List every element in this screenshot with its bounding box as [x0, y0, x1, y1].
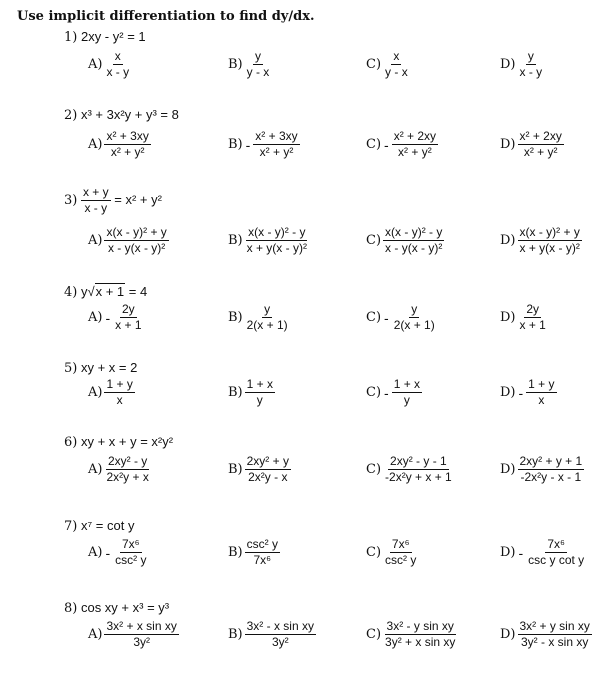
numerator: x	[393, 49, 400, 63]
numerator: 1 + x	[246, 377, 273, 391]
fraction	[383, 226, 444, 255]
denominator: 2x²y + x	[106, 470, 149, 484]
choice-label: B)	[228, 310, 243, 325]
question-equation: x³ + 3x²y + y³ = 8	[80, 107, 179, 122]
choice-label: C)	[366, 137, 382, 152]
numerator: y	[264, 302, 271, 316]
numerator: csc² y	[246, 537, 278, 551]
q5-choice-c[interactable]	[366, 378, 422, 407]
q4-choice-b[interactable]	[228, 303, 290, 332]
denominator: -2x²y - x - 1	[520, 470, 582, 484]
numerator: 7x⁶	[547, 537, 565, 551]
choice-label: B)	[228, 627, 243, 642]
choice-label: C)	[366, 57, 382, 72]
choice-label: C)	[366, 310, 382, 325]
q2-choice-c[interactable]	[366, 130, 438, 159]
denominator: x² + y²	[259, 145, 294, 159]
minus-sign: -	[384, 309, 389, 326]
numerator: x² + 3xy	[106, 129, 149, 143]
q6-choice-c[interactable]	[366, 455, 454, 484]
numerator: 3x² - y sin xy	[386, 619, 454, 633]
fraction	[392, 303, 437, 332]
fraction	[253, 130, 299, 159]
fraction	[104, 620, 178, 649]
q3-choice-b[interactable]	[228, 226, 309, 255]
numerator: 7x⁶	[391, 537, 410, 551]
numerator: 2y	[121, 302, 135, 316]
fraction	[383, 455, 454, 484]
fraction	[81, 186, 111, 215]
q8-choice-b[interactable]	[228, 620, 316, 649]
q8-choice-d[interactable]	[500, 620, 592, 649]
numerator: x	[114, 49, 121, 63]
choice-label: B)	[228, 545, 243, 560]
denominator: x	[538, 393, 545, 407]
choice-label: A)	[88, 310, 103, 325]
q8-choice-c[interactable]	[366, 620, 457, 649]
denominator: 2x²y - x	[248, 470, 288, 484]
q7-choice-c[interactable]	[366, 538, 418, 567]
denominator: y	[403, 393, 410, 407]
question-number: 2)	[64, 108, 78, 123]
q7-choice-d[interactable]	[500, 538, 586, 567]
q7-choice-a[interactable]	[88, 538, 148, 567]
q2-choice-d[interactable]	[500, 130, 564, 159]
numerator: 3x² + y sin xy	[519, 619, 590, 633]
minus-sign: -	[518, 544, 524, 561]
numerator: 2xy² - y - 1	[390, 454, 447, 468]
numerator: 3x² - x sin xy	[246, 619, 314, 633]
fraction	[245, 455, 291, 484]
q1-choice-b[interactable]	[228, 50, 271, 79]
denominator: x - y	[106, 65, 130, 79]
question-number: 6)	[64, 435, 78, 450]
q4-choice-a[interactable]	[88, 303, 144, 332]
numerator: y	[411, 302, 418, 316]
minus-sign: -	[384, 136, 389, 153]
choice-label: A)	[88, 233, 103, 248]
numerator: 1 + x	[393, 377, 421, 391]
fraction	[383, 538, 418, 567]
fraction	[245, 303, 290, 332]
q5-choice-a[interactable]	[88, 378, 135, 407]
numerator: 2y	[526, 302, 540, 316]
denominator: y - x	[246, 65, 270, 79]
question-3	[64, 186, 162, 215]
q3-choice-a[interactable]	[88, 226, 169, 255]
fraction	[518, 226, 582, 255]
choice-label: D)	[500, 57, 516, 72]
choice-label: A)	[88, 137, 103, 152]
fraction	[104, 50, 131, 79]
numerator: 1 + y	[528, 377, 555, 391]
denominator: x² + y²	[398, 145, 432, 159]
denominator: x - y	[519, 65, 543, 79]
q6-choice-a[interactable]	[88, 455, 151, 484]
fraction	[104, 455, 150, 484]
denominator: x - y	[84, 201, 108, 215]
q1-choice-a[interactable]	[88, 50, 131, 79]
question-rhs: = x² + y²	[114, 191, 162, 207]
denominator: 3y² - x sin xy	[521, 635, 589, 649]
fraction	[526, 378, 556, 407]
denominator: 2(x + 1)	[246, 318, 288, 332]
q3-choice-d[interactable]	[500, 226, 582, 255]
question-8	[64, 600, 169, 616]
q4-choice-d[interactable]	[500, 303, 548, 332]
fraction	[383, 50, 410, 79]
numerator: 3x² + x sin xy	[106, 619, 177, 633]
denominator: 3y² + x sin xy	[385, 635, 456, 649]
numerator: x² + 2xy	[393, 129, 437, 143]
question-2	[64, 107, 179, 123]
question-rhs: = 4	[125, 284, 148, 299]
question-equation: x⁷ = cot y	[80, 518, 135, 533]
fraction	[245, 50, 272, 79]
fraction	[518, 303, 548, 332]
q7-choice-b[interactable]	[228, 538, 280, 567]
fraction	[383, 620, 457, 649]
minus-sign: -	[518, 384, 524, 401]
choice-label: C)	[366, 385, 382, 400]
numerator: y	[254, 49, 261, 63]
fraction	[518, 130, 564, 159]
denominator: 2(x + 1)	[393, 318, 435, 332]
denominator: 7x⁶	[253, 553, 272, 567]
fraction	[392, 378, 422, 407]
fraction	[526, 538, 586, 567]
choice-label: D)	[500, 310, 516, 325]
minus-sign: -	[384, 384, 389, 401]
denominator: csc² y	[115, 553, 147, 567]
radicand: x + 1	[95, 284, 125, 299]
fraction	[113, 303, 143, 332]
fraction	[245, 378, 275, 407]
denominator: x + 1	[115, 318, 142, 332]
numerator: x(x - y)² + y	[519, 225, 580, 239]
choice-label: A)	[88, 385, 103, 400]
question-lhs: y	[80, 284, 88, 299]
numerator: 2xy² - y	[107, 454, 148, 468]
question-equation: xy + x = 2	[80, 360, 138, 375]
denominator: x² + y²	[110, 145, 145, 159]
denominator: 3y²	[133, 635, 150, 649]
minus-sign: -	[105, 544, 111, 561]
denominator: x - y(x - y)²	[385, 241, 443, 255]
choice-label: A)	[88, 627, 103, 642]
choice-label: A)	[88, 462, 103, 477]
numerator: 7x⁶	[122, 537, 140, 551]
numerator: 2xy² + y	[246, 454, 289, 468]
denominator: x + 1	[519, 318, 546, 332]
numerator: 1 + y	[106, 377, 133, 391]
denominator: y	[256, 393, 263, 407]
fraction	[245, 226, 309, 255]
fraction	[245, 620, 316, 649]
fraction	[104, 130, 150, 159]
question-number: 4)	[64, 285, 78, 300]
question-5	[64, 360, 137, 376]
question-equation: 2xy - y² = 1	[80, 29, 146, 44]
question-number: 5)	[64, 361, 78, 376]
q2-choice-b[interactable]	[228, 130, 300, 159]
choice-label: C)	[366, 233, 382, 248]
choice-label: C)	[366, 462, 382, 477]
question-number: 3)	[64, 192, 78, 208]
denominator: x + y(x - y)²	[246, 241, 307, 255]
choice-label: B)	[228, 462, 243, 477]
choice-label: B)	[228, 233, 243, 248]
numerator: x(x - y)² - y	[385, 225, 443, 239]
question-equation: cos xy + x³ = y³	[80, 600, 170, 615]
fraction	[113, 538, 148, 567]
question-number: 8)	[64, 601, 78, 616]
denominator: x² + y²	[523, 145, 558, 159]
choice-label: A)	[88, 545, 103, 560]
q4-choice-c[interactable]	[366, 303, 437, 332]
q5-choice-d[interactable]	[500, 378, 557, 407]
question-1	[64, 29, 146, 45]
choice-label: D)	[500, 627, 516, 642]
question-number: 1)	[64, 30, 78, 45]
fraction	[518, 50, 545, 79]
q1-choice-c[interactable]	[366, 50, 410, 79]
choice-label: D)	[500, 233, 516, 248]
question-number: 7)	[64, 519, 78, 534]
denominator: csc y cot y	[528, 553, 585, 567]
denominator: 3y²	[271, 635, 289, 649]
denominator: y - x	[385, 65, 408, 79]
q8-choice-a[interactable]	[88, 620, 179, 649]
choice-label: D)	[500, 462, 516, 477]
denominator: x	[116, 393, 123, 407]
q1-choice-d[interactable]	[500, 50, 544, 79]
choice-label: D)	[500, 545, 516, 560]
numerator: x(x - y)² + y	[106, 225, 167, 239]
choice-label: D)	[500, 385, 516, 400]
radical-sign: √	[87, 284, 95, 299]
fraction	[518, 620, 592, 649]
question-4	[64, 284, 147, 300]
choice-label: C)	[366, 545, 382, 560]
denominator: -2x²y + x + 1	[385, 470, 452, 484]
denominator: x + y(x - y)²	[519, 241, 580, 255]
choice-label: B)	[228, 385, 243, 400]
question-7	[64, 518, 134, 534]
denominator: x - y(x - y)²	[107, 241, 166, 255]
q3-choice-c[interactable]	[366, 226, 444, 255]
fraction	[245, 538, 280, 567]
fraction	[518, 455, 585, 484]
minus-sign: -	[245, 136, 251, 153]
numerator: x(x - y)² - y	[248, 225, 306, 239]
choice-label: B)	[228, 57, 243, 72]
question-equation: xy + x + y = x²y²	[80, 434, 174, 449]
numerator: y	[527, 49, 534, 63]
question-6	[64, 434, 173, 450]
q6-choice-d[interactable]	[500, 455, 584, 484]
choice-label: A)	[88, 57, 103, 72]
q5-choice-b[interactable]	[228, 378, 275, 407]
fraction	[104, 378, 134, 407]
numerator: 2xy² + y + 1	[519, 454, 583, 468]
choice-label: C)	[366, 627, 382, 642]
numerator: x² + 3xy	[255, 129, 298, 143]
numerator: x² + 2xy	[519, 129, 562, 143]
q6-choice-b[interactable]	[228, 455, 291, 484]
choice-label: D)	[500, 137, 516, 152]
fraction	[104, 226, 168, 255]
fraction	[392, 130, 438, 159]
denominator: csc² y	[385, 553, 417, 567]
minus-sign: -	[105, 309, 111, 326]
instructions-title: Use implicit differentiation to find dy/dx.	[17, 9, 315, 24]
numerator: x + y	[82, 185, 109, 199]
q2-choice-a[interactable]	[88, 130, 151, 159]
choice-label: B)	[228, 137, 243, 152]
